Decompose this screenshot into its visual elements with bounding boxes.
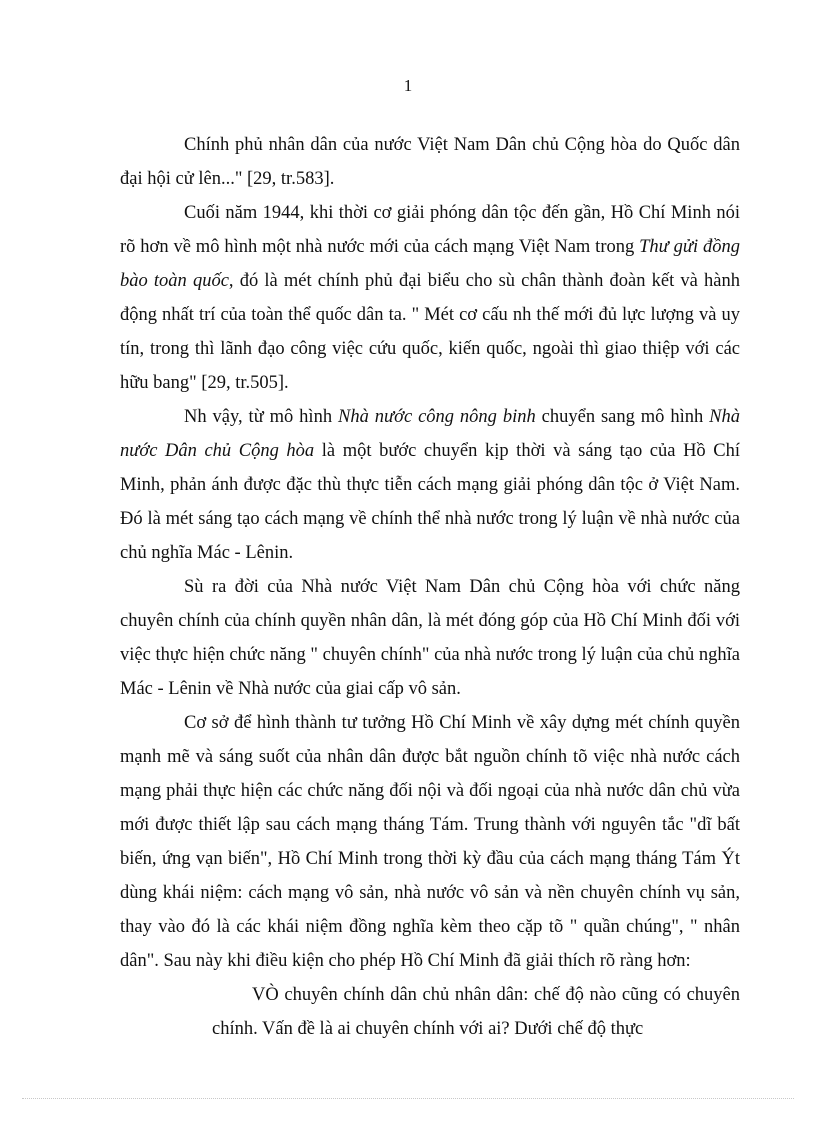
- paragraph: [120, 400, 740, 570]
- paragraph: [120, 706, 740, 978]
- italic-term: Nhà nước Dân chủ Cộng hòa: [120, 407, 740, 461]
- paragraph: [120, 570, 740, 706]
- page-divider: [22, 1098, 794, 1099]
- text-run: Cuối năm 1944, khi thời cơ giải phóng dân tộc đến gần, Hồ Chí Minh nói rõ hơn về mô hình một nhà nước mới của cách mạng Việt Nam trong: [120, 203, 740, 257]
- text-run: Cơ sở để hình thành tư tưởng Hồ Chí Minh về xây dựng mét chính quyền mạnh mẽ và sáng suốt của nhân dân được bắt nguồn chính tõ việc nhà nước cách mạng phải thực hiện các chức năng đối nội và đối ngoại của nhà nước dân chủ vừa mới được thiết lập sau cách mạng tháng Tám. Trung thành với nguyên tắc "dĩ bất biến, ứng vạn biến", Hồ Chí Minh trong thời kỳ đầu của cách mạng tháng Tám Ýt dùng khái niệm: cách mạng vô sản, nhà nước vô sản và nền chuyên chính vụ sản, thay vào đó là các khái niệm đồng nghĩa kèm theo cặp tõ " quần chúng", " nhân dân". Sau này khi điều kiện cho phép Hồ Chí Minh đã giải thích rõ ràng hơn:: [120, 713, 740, 971]
- text-run: chuyển sang mô hình: [535, 407, 710, 427]
- text-run: Sù ra đời của Nhà nước Việt Nam Dân chủ Cộng hòa với chức năng chuyên chính của chính quyền nhân dân, là mét đóng góp của Hồ Chí Minh đối với việc thực hiện chức năng " chuyên chính" của nhà nước trong lý luận của chủ nghĩa Mác - Lênin về Nhà nước của giai cấp vô sản.: [120, 577, 740, 699]
- text-run: Nh vậy, từ mô hình: [184, 407, 338, 427]
- document-body: [120, 128, 740, 1046]
- paragraph: [120, 128, 740, 196]
- paragraph: [120, 196, 740, 400]
- text-run: Chính phủ nhân dân của nước Việt Nam Dân chủ Cộng hòa do Quốc dân đại hội cử lên..." [29, tr.583].: [120, 135, 740, 189]
- text-run: là một bước chuyển kịp thời và sáng tạo của Hồ Chí Minh, phản ánh được đặc thù thực tiễn cách mạng giải phóng dân tộc ở Việt Nam. Đó là mét sáng tạo cách mạng về chính thể nhà nước trong lý luận về nhà nước của chủ nghĩa Mác - Lênin.: [120, 441, 740, 563]
- text-run: , đó là mét chính phủ đại biểu cho sù chân thành đoàn kết và hành động nhất trí của toàn thể quốc dân ta. " Mét cơ cấu nh thế mới đủ lực lượng và uy tín, trong thì lãnh đạo công việc cứu quốc, kiến quốc, ngoài thì giao thiệp với các hữu bang" [29, tr.505].: [120, 271, 740, 393]
- italic-term: Nhà nước công nông binh: [337, 407, 536, 427]
- italic-title: Thư gửi đồng bào toàn quốc: [120, 237, 741, 291]
- page-number: 1: [403, 76, 413, 95]
- block-quote: VÒ chuyên chính dân chủ nhân dân: chế độ nào cũng có chuyên chính. Vấn đề là ai chuyên chính với ai? Dưới chế độ thực: [212, 985, 740, 1039]
